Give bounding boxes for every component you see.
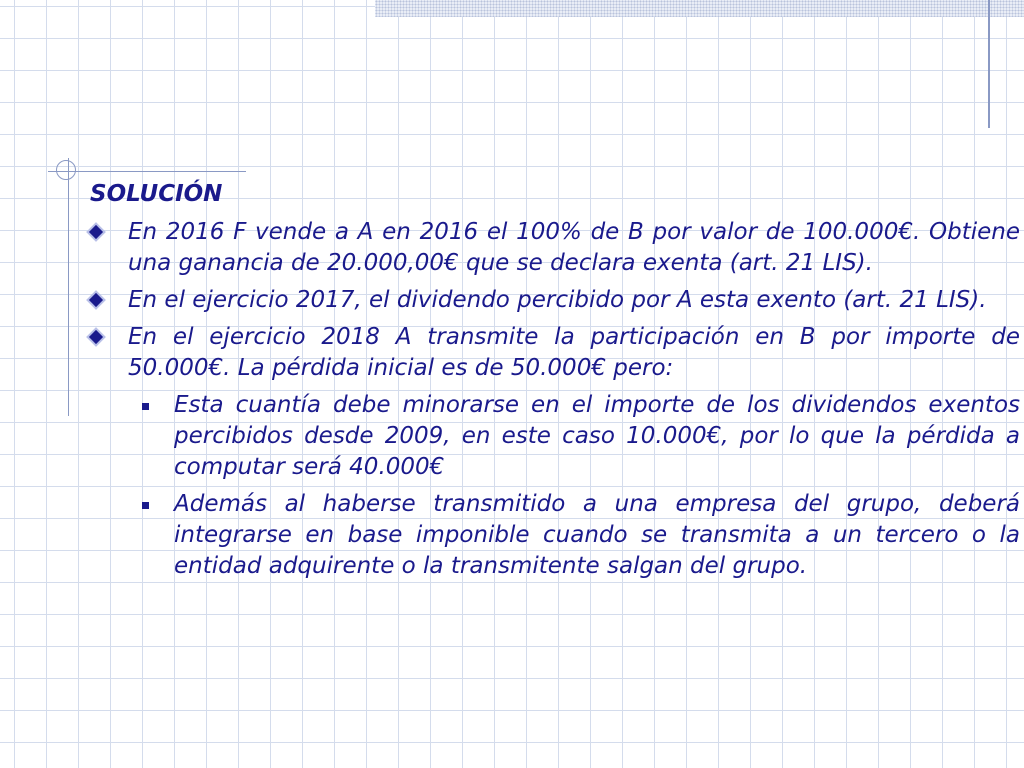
bullet-item <box>90 285 1020 316</box>
bullet-text: En el ejercicio 2018 A transmite la participación en B por importe de 50.000€. La pérdida inicial es de 50.000€ pero: <box>128 324 1020 381</box>
header-pattern-band <box>375 0 1024 17</box>
slide-title: SOLUCIÓN <box>90 181 223 207</box>
diamond-bullet-icon <box>89 330 103 344</box>
decorative-horizontal-rule <box>48 171 246 172</box>
sub-bullet-text: Además al haberse transmitido a una empresa del grupo, deberá integrarse en base imponible cuando se transmita a un tercero o la entidad adquirente o la transmitente salgan del grupo. <box>174 491 1020 579</box>
square-bullet-icon <box>142 502 149 509</box>
decorative-ring-icon <box>56 160 76 180</box>
decorative-left-rule <box>68 158 69 416</box>
bullet-item <box>90 217 1020 279</box>
decorative-vertical-rule <box>988 0 990 128</box>
sub-bullet-item <box>90 489 1020 582</box>
sub-bullet-text: Esta cuantía debe minorarse en el importe de los dividendos exentos percibidos desde 2009, en este caso 10.000€, por lo que la pérdida a computar será 40.000€ <box>174 392 1020 480</box>
slide-body <box>90 179 1020 588</box>
sub-bullet-item <box>90 390 1020 483</box>
diamond-bullet-icon <box>89 225 103 239</box>
square-bullet-icon <box>142 403 149 410</box>
diamond-bullet-icon <box>89 293 103 307</box>
bullet-text: En 2016 F vende a A en 2016 el 100% de B por valor de 100.000€. Obtiene una ganancia de 20.000,00€ que se declara exenta (art. 21 LIS). <box>128 219 1020 276</box>
bullet-text: En el ejercicio 2017, el dividendo percibido por A esta exento (art. 21 LIS). <box>128 287 987 313</box>
bullet-item <box>90 322 1020 384</box>
